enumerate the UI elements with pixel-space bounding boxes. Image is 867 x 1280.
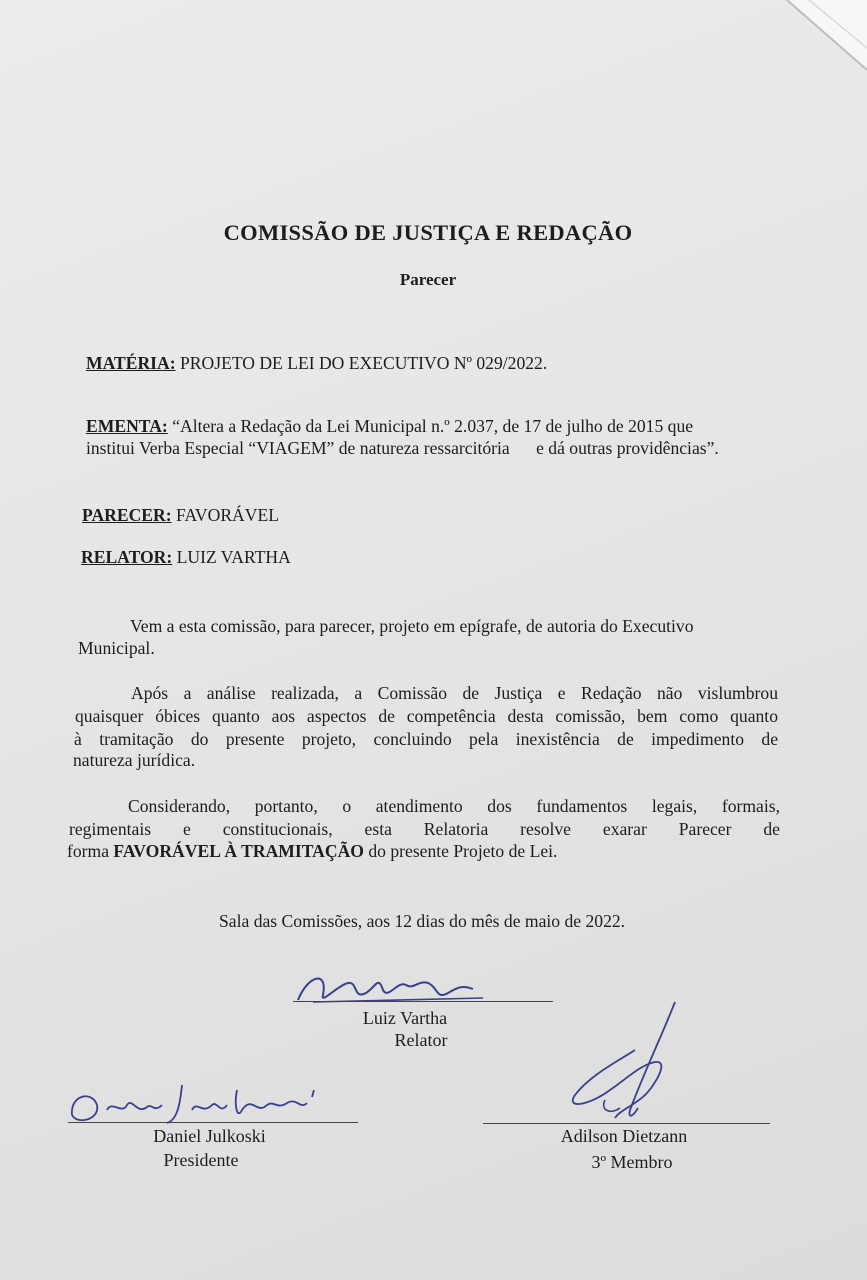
p3-post: do presente Projeto de Lei. xyxy=(363,841,558,861)
p3-pre: forma xyxy=(67,841,114,861)
paragraph-2-line-4: natureza jurídica. xyxy=(73,750,196,770)
member-signature xyxy=(560,1000,690,1130)
materia-label: MATÉRIA: xyxy=(86,353,176,373)
president-name: Daniel Julkoski xyxy=(153,1126,266,1146)
closing-line: Sala das Comissões, aos 12 dias do mês de maio de 2022. xyxy=(219,911,626,931)
relator-value: LUIZ VARTHA xyxy=(176,547,291,567)
member-signature-line xyxy=(483,1123,770,1124)
paper-corner-fold xyxy=(757,0,867,90)
paragraph-3-line-2: regimentais e constitucionais, esta Relatoria resolve exarar Parecer de xyxy=(69,819,780,839)
ementa-label: EMENTA: xyxy=(86,416,168,436)
ementa-row xyxy=(86,416,693,437)
parecer-label: PARECER: xyxy=(82,505,172,525)
paragraph-2-line-3: à tramitação do presente projeto, concluindo pela inexistência de impedimento de xyxy=(74,729,778,749)
paragraph-3-line-1: Considerando, portanto, o atendimento dos fundamentos legais, formais, xyxy=(128,796,780,816)
relator-role: Relator xyxy=(394,1030,448,1050)
relator-row xyxy=(81,547,291,568)
paragraph-1-line-2: Municipal. xyxy=(78,638,155,658)
relator-signature xyxy=(288,965,488,1010)
paragraph-2-line-1: Após a análise realizada, a Comissão de Justiça e Redação não vislumbrou xyxy=(131,683,778,703)
member-name: Adilson Dietzann xyxy=(560,1126,688,1146)
document-title: COMISSÃO DE JUSTIÇA E REDAÇÃO xyxy=(223,220,633,245)
paragraph-3-line-3 xyxy=(67,841,557,862)
materia-value: PROJETO DE LEI DO EXECUTIVO Nº 029/2022. xyxy=(180,353,548,373)
relator-name: Luiz Vartha xyxy=(362,1008,448,1028)
member-role: 3º Membro xyxy=(591,1152,673,1172)
ementa-line-2: institui Verba Especial “VIAGEM” de natureza ressarcitória e dá outras providências”. xyxy=(86,438,719,458)
ementa-line-1: “Altera a Redação da Lei Municipal n.º 2.037, de 17 de julho de 2015 que xyxy=(172,416,694,436)
favoravel-tramitacao: FAVORÁVEL À TRAMITAÇÃO xyxy=(113,841,364,861)
president-signature-line xyxy=(68,1122,358,1123)
parecer-value: FAVORÁVEL xyxy=(176,505,279,525)
document-subtitle: Parecer xyxy=(399,270,457,289)
parecer-row xyxy=(82,505,279,526)
paragraph-2-line-2: quaisquer óbices quanto aos aspectos de competência desta comissão, bem como quanto xyxy=(75,706,778,726)
president-role: Presidente xyxy=(163,1150,239,1170)
relator-signature-line xyxy=(293,1001,553,1002)
materia-row xyxy=(86,353,547,374)
paragraph-1-line-1: Vem a esta comissão, para parecer, projeto em epígrafe, de autoria do Executivo xyxy=(130,616,694,636)
relator-label: RELATOR: xyxy=(81,547,173,567)
